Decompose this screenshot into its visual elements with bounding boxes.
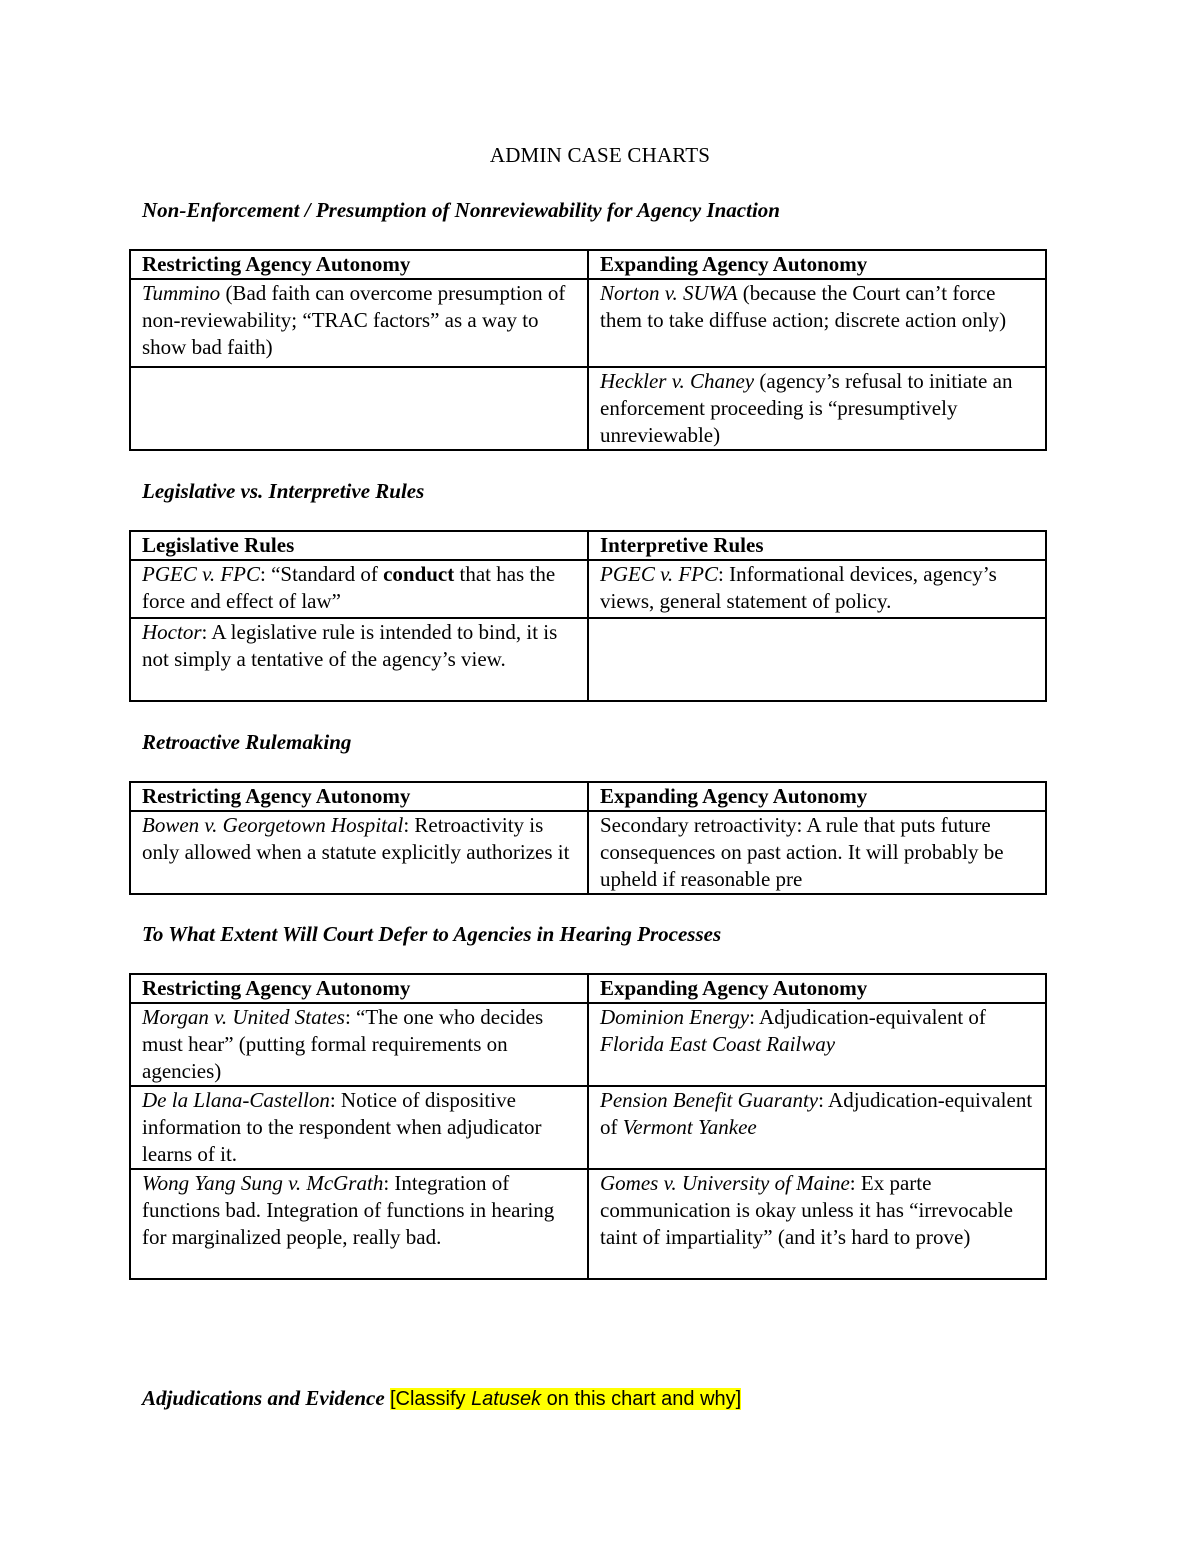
table-header-row (130, 974, 1046, 1003)
table-header-row (130, 782, 1046, 811)
table-cell (130, 1169, 588, 1279)
case-description: : Retroactivity is only allowed when a statute explicitly authorizes it (142, 813, 570, 864)
case-name: Wong Yang Sung v. McGrath (142, 1171, 384, 1195)
case-name: De la Llana-Castellon (142, 1088, 330, 1112)
table-row (130, 560, 1046, 618)
column-header-expanding: Expanding Agency Autonomy (588, 782, 1046, 811)
table-row (130, 1169, 1046, 1279)
table-cell (588, 1003, 1046, 1086)
case-name: Florida East Coast Railway (600, 1032, 836, 1056)
case-description: (agency’s refusal to initiate an enforcement proceeding is “presumptively unreviewable) (600, 369, 1013, 447)
column-header-expanding: Expanding Agency Autonomy (588, 974, 1046, 1003)
note-text: [Classify (389, 1388, 472, 1410)
column-header-interpretive: Interpretive Rules (588, 531, 1046, 560)
table-row (130, 367, 1046, 450)
case-name: Vermont Yankee (622, 1115, 757, 1139)
case-description: Secondary retroactivity: A rule that puts future consequences on past action. It will probably be upheld if reasonable pre (600, 813, 1004, 891)
case-description: : Ex parte communication is okay unless it has “irrevocable taint of impartiality” (and it’s hard to prove) (600, 1171, 1013, 1249)
table-row (130, 811, 1046, 894)
table-cell (130, 1003, 588, 1086)
highlighted-note (390, 1388, 741, 1410)
table-cell (588, 279, 1046, 367)
bold-term: conduct (383, 562, 455, 586)
section-heading-nonenforcement: Non-Enforcement / Presumption of Nonreviewability for Agency Inaction (142, 198, 780, 222)
case-description: : Integration of functions bad. Integration of functions in hearing for marginalized people, really bad. (142, 1171, 555, 1249)
case-name: Tummino (142, 281, 221, 305)
table-cell (130, 618, 588, 701)
case-name: Bowen v. Georgetown Hospital (142, 813, 404, 837)
table-cell (588, 367, 1046, 450)
case-description: (because the Court can’t force them to take diffuse action; discrete action only) (600, 281, 1007, 332)
table-cell (130, 279, 588, 367)
case-description: that has the force and effect of law” (142, 562, 556, 613)
table-nonenforcement (129, 249, 1047, 451)
case-description: : Notice of dispositive information to the respondent when adjudicator learns of it. (142, 1088, 542, 1166)
table-cell (130, 1086, 588, 1169)
case-description: (Bad faith can overcome presumption of non-reviewability; “TRAC factors” as a way to show bad faith) (142, 281, 566, 359)
case-name: Gomes v. University of Maine (600, 1171, 850, 1195)
table-row (130, 1003, 1046, 1086)
case-name: Dominion Energy (600, 1005, 750, 1029)
table-cell (130, 560, 588, 618)
table-header-row (130, 250, 1046, 279)
case-name: Hoctor (142, 620, 202, 644)
case-description: : A legislative rule is intended to bind, it is not simply a tentative of the agency’s view. (142, 620, 558, 671)
section-heading-adjudications (142, 1386, 741, 1411)
table-row (130, 618, 1046, 701)
case-name: Norton v. SUWA (600, 281, 738, 305)
heading-text: Adjudications and Evidence (142, 1386, 385, 1410)
table-cell (130, 811, 588, 894)
note-text: on this chart and why] (541, 1388, 742, 1410)
table-cell (588, 1086, 1046, 1169)
column-header-restricting: Restricting Agency Autonomy (130, 250, 588, 279)
table-cell (588, 1169, 1046, 1279)
column-header-restricting: Restricting Agency Autonomy (130, 782, 588, 811)
table-retroactive (129, 781, 1047, 895)
table-row (130, 279, 1046, 367)
section-heading-rules: Legislative vs. Interpretive Rules (142, 479, 425, 503)
table-row (130, 1086, 1046, 1169)
case-name: Heckler v. Chaney (600, 369, 755, 393)
case-description: : Adjudication-equivalent of (749, 1005, 986, 1029)
case-description: : “Standard of (260, 562, 384, 586)
table-cell (588, 560, 1046, 618)
section-heading-hearing: To What Extent Will Court Defer to Agencies in Hearing Processes (142, 922, 722, 946)
table-cell-empty (588, 618, 1046, 701)
section-heading-retroactive: Retroactive Rulemaking (142, 730, 352, 754)
case-description: : Adjudication-equivalent of (600, 1088, 1033, 1139)
table-cell (588, 811, 1046, 894)
case-name: PGEC v. FPC (142, 562, 261, 586)
table-header-row (130, 531, 1046, 560)
case-name: Pension Benefit Guaranty (600, 1088, 819, 1112)
case-description: : “The one who decides must hear” (putting formal requirements on agencies) (142, 1005, 544, 1083)
column-header-restricting: Restricting Agency Autonomy (130, 974, 588, 1003)
page-title: ADMIN CASE CHARTS (489, 143, 711, 167)
column-header-legislative: Legislative Rules (130, 531, 588, 560)
table-hearing (129, 973, 1047, 1280)
table-rules (129, 530, 1047, 702)
column-header-expanding: Expanding Agency Autonomy (588, 250, 1046, 279)
case-name: PGEC v. FPC (600, 562, 719, 586)
table-cell-empty (130, 367, 588, 450)
case-name: Morgan v. United States (142, 1005, 345, 1029)
case-name: Latusek (471, 1388, 542, 1410)
case-description: : Informational devices, agency’s views, general statement of policy. (600, 562, 997, 613)
